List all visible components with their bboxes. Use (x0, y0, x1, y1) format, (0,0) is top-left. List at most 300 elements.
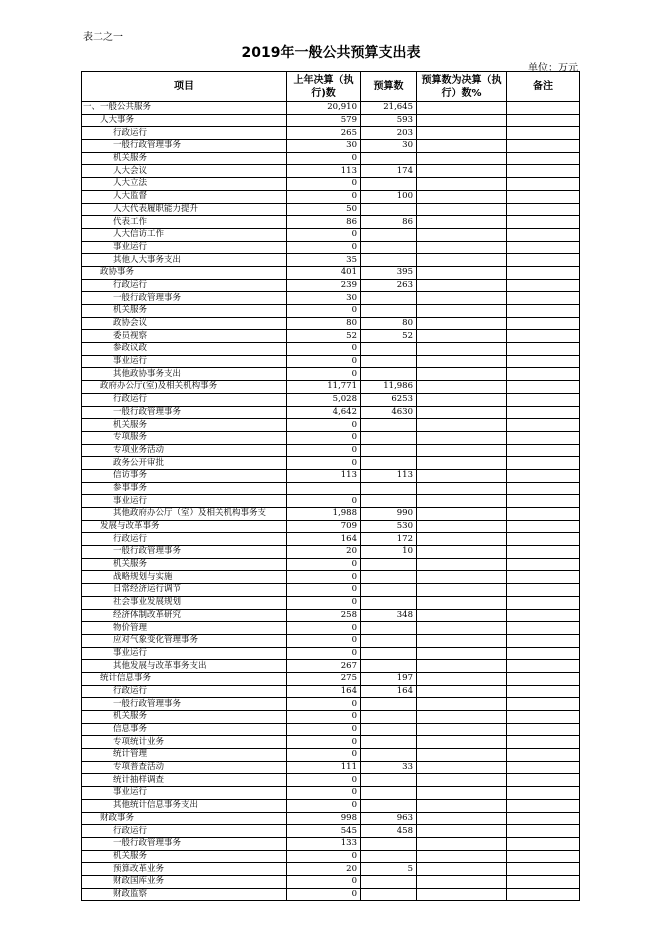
row-ratio-cell (417, 406, 507, 419)
row-ratio-cell (417, 381, 507, 394)
row-item-cell: 一般行政管理事务 (82, 698, 287, 711)
row-remark-cell (507, 254, 580, 267)
row-remark-cell (507, 533, 580, 546)
table-row (82, 419, 580, 432)
table-row (82, 127, 580, 140)
row-budget-cell: 348 (361, 609, 417, 622)
row-budget-cell: 203 (361, 127, 417, 140)
row-remark-cell (507, 571, 580, 584)
table-row (82, 330, 580, 343)
row-budget-cell (361, 571, 417, 584)
row-item-cell: 信息事务 (82, 723, 287, 736)
row-remark-cell (507, 469, 580, 482)
row-remark-cell (507, 863, 580, 876)
row-remark-cell (507, 799, 580, 812)
row-remark-cell (507, 343, 580, 356)
row-item-cell: 人大代表履职能力提升 (82, 203, 287, 216)
row-ratio-cell (417, 863, 507, 876)
row-ratio-cell (417, 520, 507, 533)
table-row (82, 875, 580, 888)
row-prev-final-cell: 0 (287, 888, 361, 901)
row-item-cell: 一般行政管理事务 (82, 406, 287, 419)
row-ratio-cell (417, 305, 507, 318)
row-prev-final-cell: 0 (287, 343, 361, 356)
table-row (82, 723, 580, 736)
row-item-cell: 其他政府办公厅（室）及相关机构事务支 (82, 508, 287, 521)
table-row (82, 228, 580, 241)
row-prev-final-cell: 4,642 (287, 406, 361, 419)
row-ratio-cell (417, 457, 507, 470)
row-ratio-cell (417, 190, 507, 203)
row-ratio-cell (417, 812, 507, 825)
row-prev-final-cell: 0 (287, 850, 361, 863)
row-remark-cell (507, 152, 580, 165)
header-remark: 备注 (507, 72, 580, 102)
row-item-cell: 行政运行 (82, 825, 287, 838)
row-remark-cell (507, 178, 580, 191)
row-prev-final-cell: 579 (287, 114, 361, 127)
row-budget-cell: 164 (361, 685, 417, 698)
row-remark-cell (507, 419, 580, 432)
header-row (82, 72, 580, 102)
row-budget-cell (361, 622, 417, 635)
row-prev-final-cell: 20,910 (287, 102, 361, 115)
row-budget-cell: 990 (361, 508, 417, 521)
row-item-cell: 日常经济运行调节 (82, 584, 287, 597)
header-budget: 预算数 (361, 72, 417, 102)
row-item-cell: 物价管理 (82, 622, 287, 635)
row-item-cell: 专项统计业务 (82, 736, 287, 749)
row-prev-final-cell: 0 (287, 774, 361, 787)
row-prev-final-cell (287, 482, 361, 495)
row-ratio-cell (417, 127, 507, 140)
row-prev-final-cell: 1,988 (287, 508, 361, 521)
row-remark-cell (507, 685, 580, 698)
row-ratio-cell (417, 508, 507, 521)
table-row (82, 495, 580, 508)
row-ratio-cell (417, 546, 507, 559)
row-prev-final-cell: 133 (287, 837, 361, 850)
row-budget-cell (361, 431, 417, 444)
row-budget-cell (361, 711, 417, 724)
row-budget-cell (361, 647, 417, 660)
row-item-cell: 事业运行 (82, 787, 287, 800)
row-ratio-cell (417, 584, 507, 597)
table-row (82, 850, 580, 863)
row-ratio-cell (417, 825, 507, 838)
row-remark-cell (507, 317, 580, 330)
table-row (82, 317, 580, 330)
row-item-cell: 人大会议 (82, 165, 287, 178)
row-prev-final-cell: 20 (287, 546, 361, 559)
row-prev-final-cell: 275 (287, 672, 361, 685)
row-prev-final-cell: 401 (287, 266, 361, 279)
row-item-cell: 人大立法 (82, 178, 287, 191)
row-ratio-cell (417, 698, 507, 711)
sheet-label: 表二之一 (83, 32, 123, 43)
row-prev-final-cell: 113 (287, 165, 361, 178)
row-prev-final-cell: 50 (287, 203, 361, 216)
row-budget-cell (361, 482, 417, 495)
row-remark-cell (507, 216, 580, 229)
table-row (82, 457, 580, 470)
row-ratio-cell (417, 469, 507, 482)
row-prev-final-cell: 0 (287, 698, 361, 711)
table-row (82, 863, 580, 876)
table-row (82, 672, 580, 685)
row-ratio-cell (417, 152, 507, 165)
row-prev-final-cell: 0 (287, 799, 361, 812)
row-item-cell: 经济体制改革研究 (82, 609, 287, 622)
table-row (82, 596, 580, 609)
row-remark-cell (507, 228, 580, 241)
row-item-cell: 发展与改革事务 (82, 520, 287, 533)
row-item-cell: 一般行政管理事务 (82, 140, 287, 153)
row-budget-cell: 530 (361, 520, 417, 533)
row-item-cell: 行政运行 (82, 393, 287, 406)
row-prev-final-cell: 80 (287, 317, 361, 330)
row-budget-cell: 963 (361, 812, 417, 825)
row-item-cell: 社会事业发展规划 (82, 596, 287, 609)
row-ratio-cell (417, 279, 507, 292)
row-remark-cell (507, 837, 580, 850)
row-budget-cell (361, 343, 417, 356)
row-item-cell: 其他政协事务支出 (82, 368, 287, 381)
row-budget-cell (361, 837, 417, 850)
row-remark-cell (507, 292, 580, 305)
row-ratio-cell (417, 787, 507, 800)
row-remark-cell (507, 634, 580, 647)
row-prev-final-cell: 0 (287, 787, 361, 800)
row-remark-cell (507, 749, 580, 762)
row-budget-cell: 21,645 (361, 102, 417, 115)
row-item-cell: 专项普查活动 (82, 761, 287, 774)
row-budget-cell (361, 698, 417, 711)
row-item-cell: 政协会议 (82, 317, 287, 330)
row-budget-cell (361, 875, 417, 888)
row-remark-cell (507, 330, 580, 343)
row-prev-final-cell: 545 (287, 825, 361, 838)
row-ratio-cell (417, 216, 507, 229)
row-item-cell: 参政议政 (82, 343, 287, 356)
row-prev-final-cell: 0 (287, 457, 361, 470)
row-ratio-cell (417, 368, 507, 381)
budget-table (81, 71, 580, 901)
row-budget-cell (361, 368, 417, 381)
row-prev-final-cell: 709 (287, 520, 361, 533)
row-budget-cell: 458 (361, 825, 417, 838)
row-remark-cell (507, 305, 580, 318)
table-row (82, 888, 580, 901)
table-row (82, 381, 580, 394)
row-remark-cell (507, 736, 580, 749)
page-title: 2019年一般公共预算支出表 (241, 45, 421, 61)
row-ratio-cell (417, 736, 507, 749)
table-row (82, 660, 580, 673)
row-remark-cell (507, 888, 580, 901)
row-ratio-cell (417, 330, 507, 343)
row-prev-final-cell: 5,028 (287, 393, 361, 406)
row-item-cell: 事业运行 (82, 241, 287, 254)
row-budget-cell: 172 (361, 533, 417, 546)
row-budget-cell (361, 596, 417, 609)
row-remark-cell (507, 102, 580, 115)
table-row (82, 533, 580, 546)
row-budget-cell: 80 (361, 317, 417, 330)
row-prev-final-cell: 0 (287, 736, 361, 749)
table-row (82, 508, 580, 521)
row-prev-final-cell: 0 (287, 178, 361, 191)
row-ratio-cell (417, 343, 507, 356)
row-item-cell: 预算改革业务 (82, 863, 287, 876)
table-row (82, 774, 580, 787)
row-prev-final-cell: 0 (287, 558, 361, 571)
row-prev-final-cell: 30 (287, 292, 361, 305)
table-row (82, 799, 580, 812)
table-row (82, 102, 580, 115)
row-prev-final-cell: 0 (287, 723, 361, 736)
header-prev-final: 上年决算（执行)数 (287, 72, 361, 102)
row-item-cell: 事业运行 (82, 355, 287, 368)
row-ratio-cell (417, 837, 507, 850)
header-ratio: 预算数为决算（执行）数% (417, 72, 507, 102)
row-budget-cell (361, 419, 417, 432)
table-row (82, 279, 580, 292)
table-row (82, 178, 580, 191)
row-ratio-cell (417, 558, 507, 571)
row-budget-cell: 4630 (361, 406, 417, 419)
row-ratio-cell (417, 266, 507, 279)
row-prev-final-cell: 267 (287, 660, 361, 673)
row-prev-final-cell: 164 (287, 685, 361, 698)
row-remark-cell (507, 381, 580, 394)
row-ratio-cell (417, 431, 507, 444)
row-budget-cell (361, 203, 417, 216)
row-item-cell: 行政运行 (82, 533, 287, 546)
row-prev-final-cell: 0 (287, 305, 361, 318)
row-budget-cell (361, 660, 417, 673)
row-prev-final-cell: 0 (287, 571, 361, 584)
table-row (82, 571, 580, 584)
table-row (82, 140, 580, 153)
row-item-cell: 事业运行 (82, 495, 287, 508)
row-item-cell: 行政运行 (82, 685, 287, 698)
row-prev-final-cell: 265 (287, 127, 361, 140)
row-ratio-cell (417, 596, 507, 609)
table-row (82, 368, 580, 381)
row-prev-final-cell: 0 (287, 241, 361, 254)
table-row (82, 203, 580, 216)
row-prev-final-cell: 0 (287, 228, 361, 241)
row-budget-cell (361, 584, 417, 597)
row-item-cell: 人大事务 (82, 114, 287, 127)
row-budget-cell: 263 (361, 279, 417, 292)
row-item-cell: 机关服务 (82, 419, 287, 432)
table-row (82, 165, 580, 178)
table-row (82, 634, 580, 647)
table-row (82, 558, 580, 571)
row-item-cell: 机关服务 (82, 558, 287, 571)
table-row (82, 406, 580, 419)
table-row (82, 343, 580, 356)
row-ratio-cell (417, 178, 507, 191)
row-budget-cell: 113 (361, 469, 417, 482)
row-budget-cell (361, 228, 417, 241)
row-item-cell: 事业运行 (82, 647, 287, 660)
row-item-cell: 财政事务 (82, 812, 287, 825)
table-row (82, 812, 580, 825)
row-budget-cell (361, 355, 417, 368)
row-ratio-cell (417, 609, 507, 622)
table-row (82, 622, 580, 635)
row-prev-final-cell: 0 (287, 596, 361, 609)
row-ratio-cell (417, 622, 507, 635)
row-remark-cell (507, 508, 580, 521)
row-item-cell: 参事事务 (82, 482, 287, 495)
table-row (82, 216, 580, 229)
table-row (82, 254, 580, 267)
row-prev-final-cell: 0 (287, 419, 361, 432)
row-remark-cell (507, 558, 580, 571)
table-row (82, 482, 580, 495)
row-prev-final-cell: 258 (287, 609, 361, 622)
row-item-cell: 财政监察 (82, 888, 287, 901)
row-prev-final-cell: 0 (287, 584, 361, 597)
row-prev-final-cell: 20 (287, 863, 361, 876)
row-ratio-cell (417, 444, 507, 457)
row-prev-final-cell: 52 (287, 330, 361, 343)
row-budget-cell (361, 723, 417, 736)
row-budget-cell (361, 292, 417, 305)
unit-label: 单位：万元 (528, 63, 578, 74)
row-budget-cell: 30 (361, 140, 417, 153)
row-item-cell: 人大监督 (82, 190, 287, 203)
row-remark-cell (507, 495, 580, 508)
row-item-cell: 其他人大事务支出 (82, 254, 287, 267)
row-budget-cell (361, 558, 417, 571)
row-prev-final-cell: 0 (287, 368, 361, 381)
row-budget-cell: 11,986 (361, 381, 417, 394)
row-remark-cell (507, 660, 580, 673)
row-item-cell: 统计管理 (82, 749, 287, 762)
table-row (82, 736, 580, 749)
row-remark-cell (507, 114, 580, 127)
row-item-cell: 机关服务 (82, 850, 287, 863)
row-prev-final-cell: 0 (287, 634, 361, 647)
row-prev-final-cell: 0 (287, 152, 361, 165)
row-budget-cell: 52 (361, 330, 417, 343)
row-prev-final-cell: 0 (287, 749, 361, 762)
row-item-cell: 一般行政管理事务 (82, 292, 287, 305)
row-remark-cell (507, 520, 580, 533)
row-remark-cell (507, 825, 580, 838)
table-row (82, 355, 580, 368)
row-budget-cell (361, 254, 417, 267)
row-remark-cell (507, 190, 580, 203)
row-budget-cell (361, 305, 417, 318)
row-budget-cell: 593 (361, 114, 417, 127)
table-row (82, 190, 580, 203)
row-budget-cell (361, 152, 417, 165)
table-row (82, 114, 580, 127)
table-row (82, 546, 580, 559)
row-prev-final-cell: 0 (287, 875, 361, 888)
row-budget-cell (361, 749, 417, 762)
row-remark-cell (507, 482, 580, 495)
table-row (82, 520, 580, 533)
table-row (82, 241, 580, 254)
row-budget-cell: 86 (361, 216, 417, 229)
row-prev-final-cell: 11,771 (287, 381, 361, 394)
row-prev-final-cell: 0 (287, 711, 361, 724)
table-row (82, 305, 580, 318)
row-budget-cell (361, 736, 417, 749)
row-remark-cell (507, 406, 580, 419)
row-budget-cell: 10 (361, 546, 417, 559)
row-remark-cell (507, 165, 580, 178)
row-ratio-cell (417, 228, 507, 241)
row-remark-cell (507, 761, 580, 774)
row-budget-cell: 197 (361, 672, 417, 685)
row-remark-cell (507, 444, 580, 457)
row-budget-cell: 33 (361, 761, 417, 774)
row-budget-cell (361, 799, 417, 812)
table-row (82, 152, 580, 165)
row-ratio-cell (417, 254, 507, 267)
row-item-cell: 代表工作 (82, 216, 287, 229)
row-item-cell: 财政国库业务 (82, 875, 287, 888)
row-ratio-cell (417, 723, 507, 736)
row-item-cell: 一、一般公共服务 (82, 102, 287, 115)
row-remark-cell (507, 355, 580, 368)
row-budget-cell (361, 495, 417, 508)
row-prev-final-cell: 0 (287, 190, 361, 203)
table-row (82, 393, 580, 406)
row-remark-cell (507, 546, 580, 559)
row-ratio-cell (417, 888, 507, 901)
row-remark-cell (507, 875, 580, 888)
row-item-cell: 机关服务 (82, 152, 287, 165)
row-budget-cell: 100 (361, 190, 417, 203)
row-remark-cell (507, 203, 580, 216)
row-remark-cell (507, 584, 580, 597)
row-budget-cell (361, 178, 417, 191)
row-item-cell: 一般行政管理事务 (82, 546, 287, 559)
header-item: 项目 (82, 72, 287, 102)
row-budget-cell (361, 634, 417, 647)
row-ratio-cell (417, 165, 507, 178)
row-ratio-cell (417, 241, 507, 254)
row-ratio-cell (417, 292, 507, 305)
table-row (82, 825, 580, 838)
row-budget-cell (361, 774, 417, 787)
row-budget-cell: 174 (361, 165, 417, 178)
row-remark-cell (507, 393, 580, 406)
row-budget-cell: 5 (361, 863, 417, 876)
row-item-cell: 战略规划与实施 (82, 571, 287, 584)
row-prev-final-cell: 111 (287, 761, 361, 774)
row-ratio-cell (417, 355, 507, 368)
row-ratio-cell (417, 393, 507, 406)
row-budget-cell (361, 787, 417, 800)
row-item-cell: 其他统计信息事务支出 (82, 799, 287, 812)
table-row (82, 749, 580, 762)
row-remark-cell (507, 812, 580, 825)
row-budget-cell: 395 (361, 266, 417, 279)
row-prev-final-cell: 164 (287, 533, 361, 546)
row-item-cell: 一般行政管理事务 (82, 837, 287, 850)
row-ratio-cell (417, 533, 507, 546)
